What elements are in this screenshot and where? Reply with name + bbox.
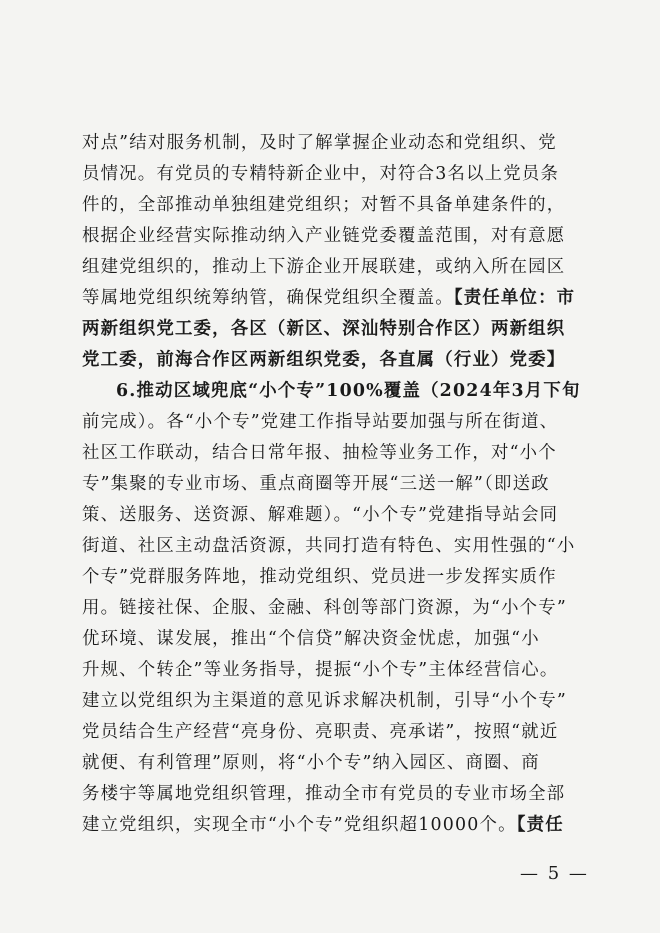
- text-line: 优环境、谋发展，推出“个信贷”解决资金忧虑，加强“小: [82, 629, 540, 649]
- text-line: 根据企业经营实际推动纳入产业链党委覆盖范围，对有意愿: [82, 226, 566, 246]
- responsibility-note: 【责任: [516, 815, 564, 835]
- text-line: 组建党组织的，推动上下游企业开展联建，或纳入所在园区: [82, 257, 566, 277]
- responsibility-note: 【责任单位：市: [453, 288, 576, 308]
- text-line: 升规、个转企”等业务指导，提振“小个专”主体经营信心。: [82, 660, 559, 680]
- responsibility-note-line: 两新组织党工委，各区（新区、深汕特别合作区）两新组织: [82, 319, 566, 339]
- text-line: 对点”结对服务机制，及时了解掌握企业动态和党组织、党: [82, 133, 557, 153]
- text-line: [82, 810, 592, 841]
- page-number: — 5 —: [520, 863, 589, 884]
- text-line: 务楼宇等属地党组织管理，推动全市有党员的专业市场全部: [82, 784, 566, 804]
- text-line: 街道、社区主动盘活资源，共同打造有特色、实用性强的“小: [82, 536, 576, 556]
- text-line: 社区工作联动，结合日常年报、抽检等业务工作，对“小个: [82, 443, 557, 463]
- text-line: 前完成）。各“小个专”党建工作指导站要加强与所在街道、: [82, 412, 559, 432]
- section-heading-line: [82, 376, 592, 407]
- text-line: 用。链接社保、企服、金融、科创等部门资源，为“小个专”: [82, 598, 567, 618]
- text-line: 就便、有利管理”原则，将“小个专”纳入园区、商圈、商: [82, 753, 540, 773]
- text-segment: 建立党组织，实现全市“小个专”党组织超10000个。: [82, 815, 517, 835]
- text-line: 建立以党组织为主渠道的意见诉求解决机制，引导“小个专”: [82, 691, 567, 711]
- section-heading: 6.推动区域兜底“小个专”100%覆盖（2024年3月下旬: [116, 381, 581, 401]
- text-line: 个专”党群服务阵地，推动党组织、党员进一步发挥实质作: [82, 567, 557, 587]
- text-line: 党员结合生产经营“亮身份、亮职责、亮承诺”，按照“就近: [82, 722, 559, 742]
- document-body: [82, 128, 592, 841]
- text-line: 员情况。有党员的专精特新企业中，对符合3名以上党员条: [82, 164, 560, 184]
- text-line: 专”集聚的专业市场、重点商圈等开展“三送一解”（即送政: [82, 474, 550, 494]
- text-line: 策、送服务、送资源、解难题）。“小个专”党建指导站会同: [82, 505, 559, 525]
- text-segment: 等属地党组织统筹纳管，确保党组织全覆盖。: [82, 288, 454, 308]
- responsibility-note-line: 党工委，前海合作区两新组织党委，各直属（行业）党委】: [82, 350, 566, 370]
- text-line: 件的，全部推动单独组建党组织；对暂不具备单建条件的，: [82, 195, 566, 215]
- text-line: [82, 283, 592, 314]
